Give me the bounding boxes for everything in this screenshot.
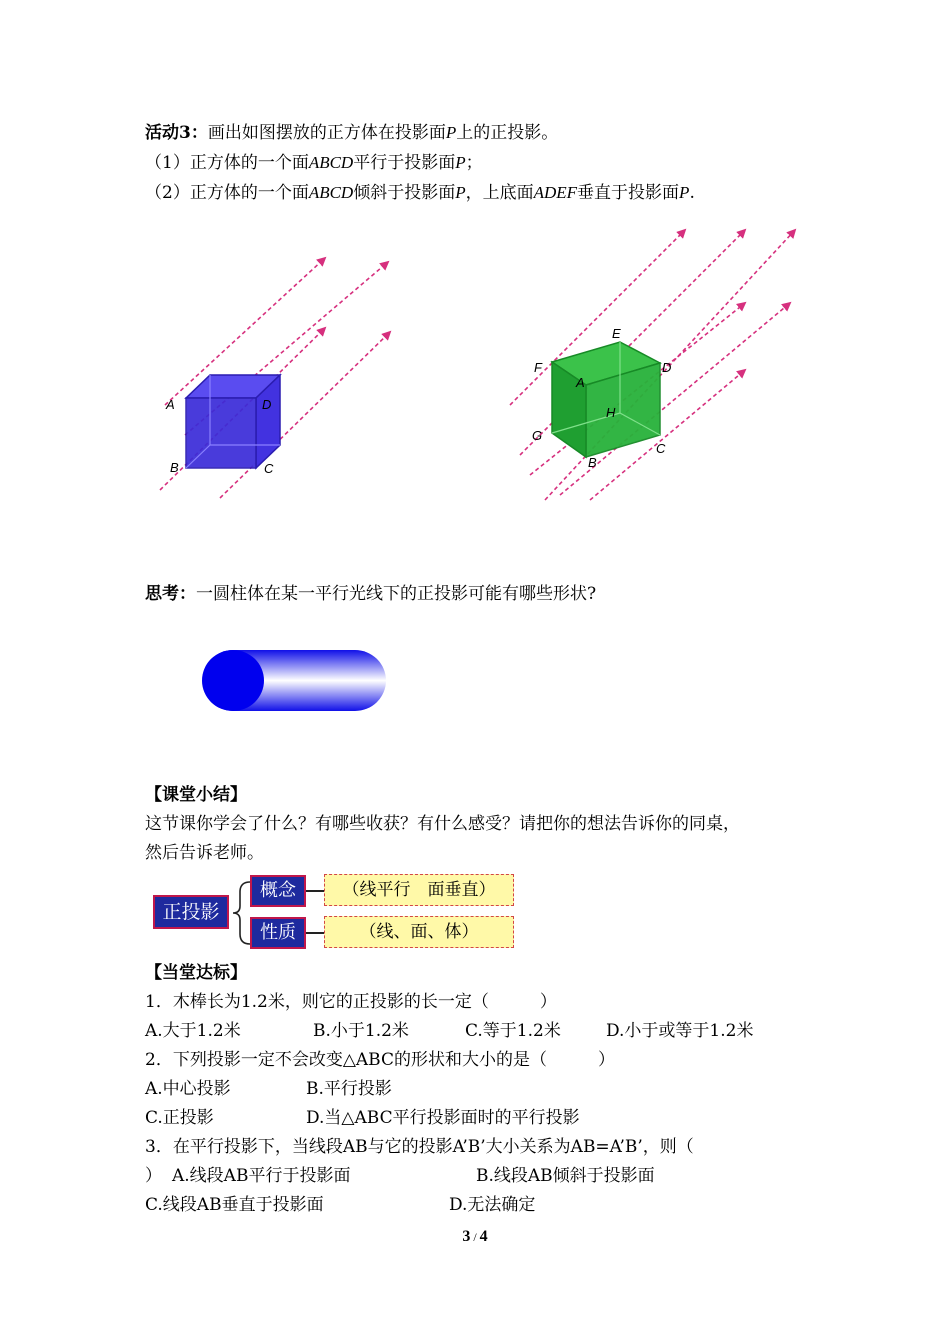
cube-figure-tilted [500, 215, 810, 515]
diagram-concept-desc-text: （线平行 面垂直） [342, 880, 496, 900]
q2-option-d: D.当△ABC平行投影面时的平行投影 [306, 1108, 580, 1128]
diagram-property [250, 917, 306, 949]
q3-option-d: D.无法确定 [449, 1195, 536, 1215]
label-b: B [170, 460, 179, 475]
item2-mid2: 垂直于投影面 [577, 183, 680, 203]
page-total: 4 [479, 1228, 488, 1245]
item1-prefix: （1）正方体的一个面 [145, 153, 309, 173]
question-3-cont: ） [145, 1166, 162, 1186]
q1-option-b: B.小于1.2米 [313, 1021, 409, 1041]
connector-line [306, 890, 324, 892]
diagram-property-desc [324, 916, 514, 948]
activity3-label: 活动3： [145, 123, 208, 143]
summary-heading: 【课堂小结】 [145, 785, 247, 805]
item2-end: . [689, 183, 695, 203]
label-c: C [264, 461, 274, 476]
q1-option-c: C.等于1.2米 [465, 1021, 561, 1041]
q3-option-c: C.线段AB垂直于投影面 [145, 1195, 324, 1215]
summary-text-1: 这节课你学会了什么？有哪些收获？有什么感受？请把你的想法告诉你的同桌， [145, 814, 740, 834]
question-1: 1．木棒长为1.2米，则它的正投影的长一定（ ） [145, 992, 557, 1012]
activity3-line [145, 122, 558, 144]
diagram-concept-desc [324, 874, 514, 906]
q1-option-d: D.小于或等于1.2米 [606, 1021, 754, 1041]
think-text: 一圆柱体在某一平行光线下的正投影可能有哪些形状? [196, 584, 597, 604]
item2-sep: ，上底面 [465, 183, 534, 203]
q2-option-c: C.正投影 [145, 1108, 214, 1128]
var-abcd: ABCD [308, 183, 354, 202]
q2-option-a: A.中心投影 [145, 1079, 231, 1099]
var-abcd: ABCD [308, 153, 354, 172]
cylinder-figure [198, 645, 394, 715]
label-f: F [534, 360, 542, 375]
page-current: 3 [462, 1228, 471, 1245]
diagram-property-label: 性质 [260, 922, 296, 943]
activity3-item2 [145, 182, 695, 204]
think-line [145, 583, 596, 605]
label-d: D [262, 397, 272, 412]
var-adef: ADEF [533, 183, 578, 202]
diagram-concept-label: 概念 [260, 880, 296, 901]
q1-option-a: A.大于1.2米 [145, 1021, 241, 1041]
label-b: B [588, 455, 597, 470]
diagram-property-desc-text: （线、面、体） [359, 922, 479, 942]
var-p: P [445, 123, 457, 142]
q2-option-b: B.平行投影 [306, 1079, 392, 1099]
item1-end: ； [465, 153, 483, 173]
green-cube [552, 342, 660, 457]
activity3-item1 [145, 152, 483, 174]
brace-icon [230, 878, 252, 948]
diagram-root-label: 正投影 [162, 901, 220, 923]
cube-figure-parallel [150, 240, 400, 510]
blue-cube [186, 375, 280, 468]
page-number: 3 / 4 [462, 1228, 488, 1245]
diagram-concept [250, 875, 306, 907]
connector-line [306, 932, 324, 934]
label-d: D [662, 360, 672, 375]
q3-option-b: B.线段AB倾斜于投影面 [476, 1166, 655, 1186]
activity3-tail: 上的正投影。 [456, 123, 559, 143]
label-e: E [612, 326, 621, 341]
exercise-heading: 【当堂达标】 [145, 963, 247, 983]
var-p: P [455, 183, 466, 202]
label-a: A [576, 375, 585, 390]
diagram-root [153, 895, 229, 929]
var-p: P [679, 183, 690, 202]
summary-text-2: 然后告诉老师。 [145, 843, 264, 863]
var-p: P [455, 153, 466, 172]
item1-mid: 平行于投影面 [353, 153, 456, 173]
label-g: G [532, 428, 543, 443]
item2-mid: 倾斜于投影面 [353, 183, 456, 203]
q3-option-a: A.线段AB平行于投影面 [172, 1166, 351, 1186]
question-3: 3．在平行投影下，当线段AB与它的投影A’B’大小关系为AB=A’B’，则（ [145, 1137, 694, 1157]
question-2: 2．下列投影一定不会改变△ABC的形状和大小的是（ ） [145, 1050, 615, 1070]
item2-prefix: （2）正方体的一个面 [145, 183, 309, 203]
label-c: C [656, 441, 666, 456]
label-h: H [606, 405, 616, 420]
think-label: 思考： [145, 584, 196, 604]
activity3-text: 画出如图摆放的正方体在投影面 [207, 123, 446, 143]
label-a: A [166, 397, 175, 412]
